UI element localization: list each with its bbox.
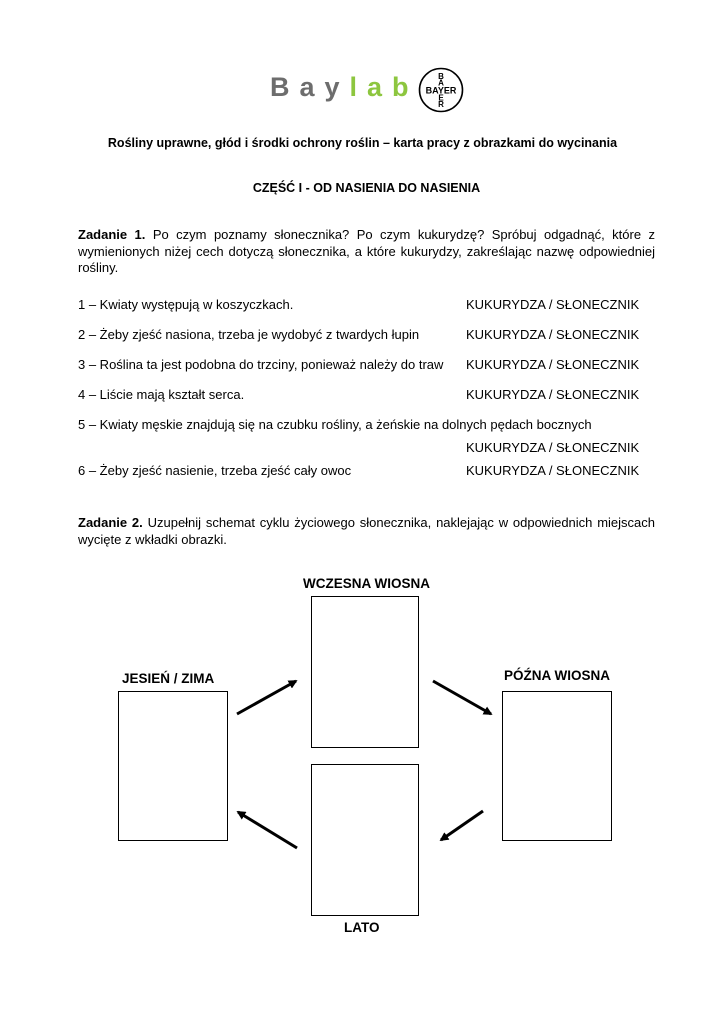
task1-choice[interactable]: KUKURYDZA / SŁONECZNIK [466, 327, 640, 342]
svg-text:B: B [438, 72, 444, 81]
season-label-autumn-winter: JESIEŃ / ZIMA [122, 671, 215, 686]
svg-text:BAYER: BAYER [425, 85, 457, 96]
task2-label: Zadanie 2. [78, 515, 143, 530]
arrow-autumn-to-early-spring [237, 681, 296, 714]
task1-choice[interactable]: KUKURYDZA / SŁONECZNIK [466, 387, 640, 402]
task1-choice[interactable]: KUKURYDZA / SŁONECZNIK [466, 357, 640, 372]
section-heading: CZĘŚĆ I - OD NASIENIA DO NASIENIA [252, 181, 481, 195]
task1-item: 1 – Kwiaty występują w koszyczkach. [78, 297, 294, 312]
logo-text-green: lab [349, 72, 419, 102]
task1-item: 3 – Roślina ta jest podobna do trzciny, ponieważ należy do traw [78, 357, 444, 372]
task1-text: Po czym poznamy słonecznika? Po czym kukurydzę? Spróbuj odgadnąć, które z wymienionych niżej cech dotyczą słonecznika, a które kukurydzy, zakreślając nazwę odpowiedniej rośliny. [78, 227, 655, 275]
season-label-summer: LATO [344, 920, 380, 935]
svg-text:R: R [438, 100, 444, 109]
task1-label: Zadanie 1. [78, 227, 146, 242]
task1-choice[interactable]: KUKURYDZA / SŁONECZNIK [466, 440, 640, 455]
arrow-summer-to-autumn [238, 812, 297, 848]
worksheet-title: Rośliny uprawne, głód i środki ochrony roślin – karta pracy z obrazkami do wycinania [107, 136, 618, 150]
task1-item: 6 – Żeby zjeść nasienie, trzeba zjeść cały owoc [78, 463, 352, 478]
arrow-early-spring-to-late-spring [433, 681, 491, 714]
task1-choice[interactable]: KUKURYDZA / SŁONECZNIK [466, 463, 640, 478]
arrow-late-spring-to-summer [441, 811, 483, 840]
task1-item: 5 – Kwiaty męskie znajdują się na czubku rośliny, a żeńskie na dolnych pędach bocznych [78, 417, 592, 432]
season-label-early-spring: WCZESNA WIOSNA [303, 576, 430, 591]
task1-item: 4 – Liście mają kształt serca. [78, 387, 245, 402]
season-label-late-spring: PÓŹNA WIOSNA [504, 668, 610, 683]
svg-text:A: A [438, 78, 444, 88]
svg-text:E: E [438, 93, 444, 103]
task2-text: Uzupełnij schemat cyklu życiowego słonecznika, naklejając w odpowiednich miejscach wycięte z wkładki obrazki. [78, 515, 655, 547]
task1-item: 2 – Żeby zjeść nasiona, trzeba je wydobyć z twardych łupin [78, 327, 420, 342]
logo-text-grey: Bay [270, 72, 350, 102]
task1-choice[interactable]: KUKURYDZA / SŁONECZNIK [466, 297, 640, 312]
